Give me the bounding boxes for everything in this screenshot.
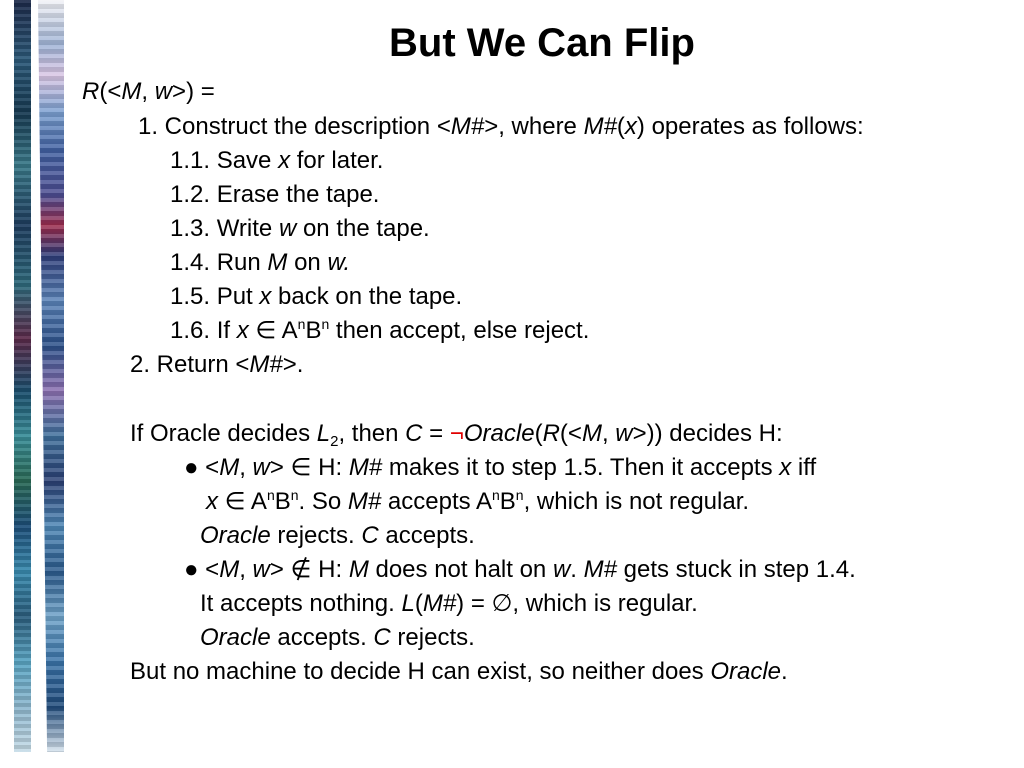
- conclusion-line: But no machine to decide H can exist, so neither does Oracle.: [130, 658, 788, 685]
- bullet-1-continuation-line: x ∈ $A^nB^n$. So M# accepts $A^nB^n$, which is not regular.: [206, 487, 750, 515]
- step-2-line: 2. Return <M#>.: [130, 351, 304, 378]
- step-1-4-line: 1.4. Run M on w.: [170, 249, 351, 276]
- bullet-2-line: ● <M, w> ∉ H: M does not halt on w. M# gets stuck in step 1.4.: [184, 556, 856, 583]
- step-1-2-line: 1.2. Erase the tape.: [170, 181, 380, 208]
- step-1-5-line: 1.5. Put x back on the tape.: [170, 283, 463, 310]
- step-1-6-line: 1.6. If x ∈ $A^nB^n$ then accept, else reject.: [170, 316, 590, 344]
- reduction-definition-line: R(<M, w>) =: [82, 78, 215, 105]
- bullet-1-result-line: Oracle rejects. C accepts.: [200, 522, 475, 549]
- step-1-3-line: 1.3. Write w on the tape.: [170, 215, 430, 242]
- step-1-1-line: 1.1. Save x for later.: [170, 147, 384, 174]
- bullet-1-line: ● <M, w> ∈ H: M# makes it to step 1.5. Then it accepts x iff: [184, 454, 817, 481]
- negation-symbol: ¬: [449, 420, 464, 447]
- oracle-line: If Oracle decides $L_2$, then C = ¬Oracle(R(<M, w>)) decides H:: [130, 420, 783, 450]
- step-1-line: 1. Construct the description <M#>, where M#(x) operates as follows:: [138, 113, 864, 140]
- slide-title: But We Can Flip: [389, 21, 695, 65]
- bullet-2-result-line: Oracle accepts. C rejects.: [200, 624, 475, 651]
- bullet-2-continuation-line: It accepts nothing. L(M#) = ∅, which is regular.: [200, 590, 698, 617]
